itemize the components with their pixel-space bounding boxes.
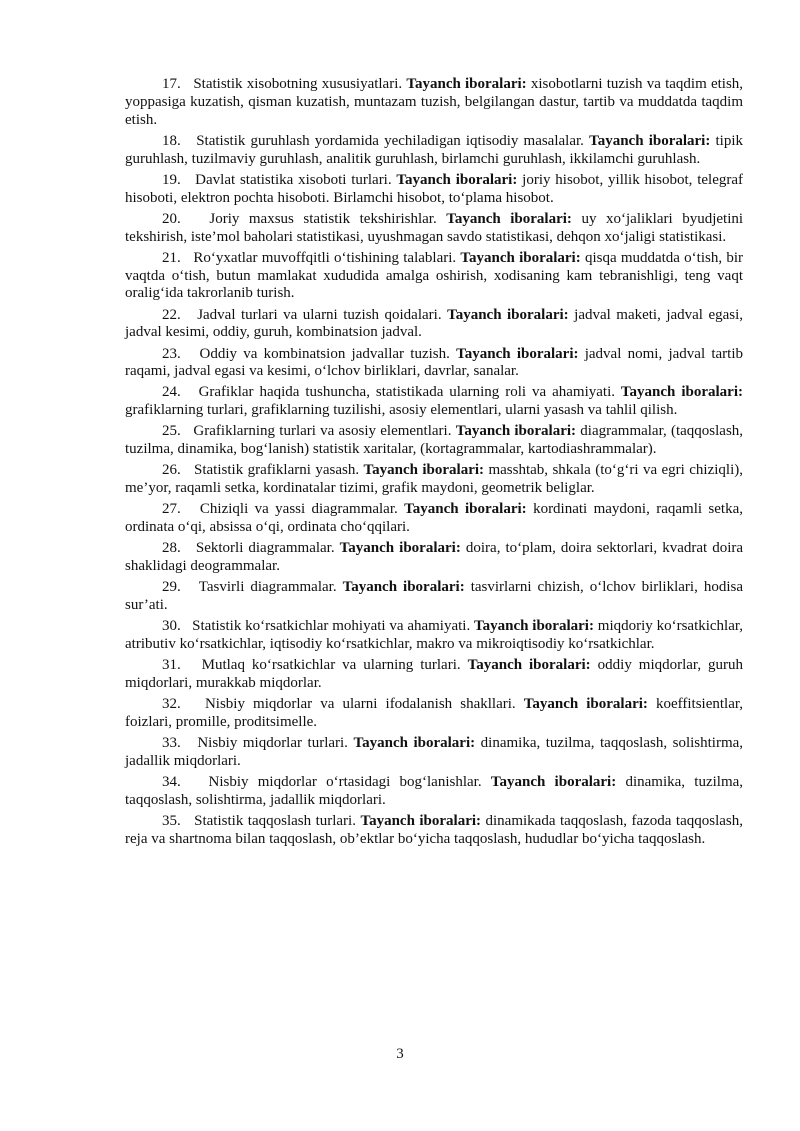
list-item xyxy=(125,813,743,849)
item-topic: Tasvirli diagrammalar. xyxy=(198,579,337,596)
list-item xyxy=(125,76,743,129)
item-topic: Nisbiy miqdorlar turlari. xyxy=(197,735,348,752)
item-keywords: dinamikada taqqoslash, fazoda taqqoslash, reja va shartnoma bilan taqqoslash, ob’ektlar bo‘yicha taqqoslash, hududlar bo‘yicha taqqoslash. xyxy=(125,813,743,848)
list-item xyxy=(125,579,743,615)
keyword-label: Tayanch iboralari: xyxy=(474,618,594,635)
list-item xyxy=(125,172,743,208)
keyword-label: Tayanch iboralari: xyxy=(339,540,461,557)
item-number: 30. xyxy=(162,618,181,635)
page-number: 3 xyxy=(396,1046,404,1062)
item-number: 20. xyxy=(162,210,181,227)
item-number: 25. xyxy=(162,423,181,440)
list-item xyxy=(125,657,743,693)
item-topic: Grafiklarning turlari va asosiy elementlari. xyxy=(193,423,452,440)
item-keywords: oddiy miqdorlar, guruh miqdorlari, murakkab miqdorlar. xyxy=(125,657,744,692)
item-topic: Statistik ko‘rsatkichlar mohiyati va ahamiyati. xyxy=(192,618,471,635)
item-number: 17. xyxy=(162,76,181,92)
item-topic: Nisbiy miqdorlar va ularni ifodalanish shakllari. xyxy=(204,696,516,713)
list-item xyxy=(125,618,743,654)
keyword-label: Tayanch iboralari: xyxy=(460,249,581,266)
item-topic: Mutlaq ko‘rsatkichlar va ularning turlari. xyxy=(201,657,461,674)
list-item xyxy=(125,774,743,810)
item-keywords: joriy hisobot, yillik hisobot, telegraf hisoboti, elektron pochta hisoboti. Birlamchi hisobot, to‘plama hisobot. xyxy=(125,171,744,206)
keyword-label: Tayanch iboralari: xyxy=(363,462,485,479)
keyword-label: Tayanch iboralari: xyxy=(456,345,579,362)
list-item xyxy=(125,501,743,537)
item-number: 28. xyxy=(162,540,181,557)
document-body xyxy=(125,76,743,852)
item-number: 33. xyxy=(162,735,181,752)
item-number: 32. xyxy=(162,696,181,713)
item-keywords: xisobotlarni tuzish va taqdim etish, yoppasiga kuzatish, qisman kuzatish, muntazam tuzish, belgilangan dastur, tartib va muddatda taqdim etish. xyxy=(125,76,744,128)
keyword-label: Tayanch iboralari: xyxy=(396,171,518,188)
keyword-label: Tayanch iboralari: xyxy=(589,132,711,149)
list-item xyxy=(125,133,743,169)
item-keywords: koeffitsientlar, foizlari, promille, proditsimelle. xyxy=(125,696,744,731)
item-keywords: miqdoriy ko‘rsatkichlar, atributiv ko‘rsatkichlar, iqtisodiy ko‘rsatkichlar, makro va mikroiqtisodiy ko‘rsatkichlar. xyxy=(125,618,744,653)
keyword-label: Tayanch iboralari: xyxy=(467,657,591,674)
item-keywords: kordinati maydoni, raqamli setka, ordinata o‘qi, absissa o‘qi, ordinata cho‘qqilari. xyxy=(125,501,743,536)
list-item xyxy=(125,346,743,382)
item-keywords: qisqa muddatda o‘tish, bir vaqtda o‘tish, butun mamlakat xududida amalga oshirish, xodisaning kam tebranishligi, teng vaqt oralig‘ida takrorlanib turish. xyxy=(125,249,743,302)
item-topic: Ro‘yxatlar muvoffqitli o‘tishining talablari. xyxy=(193,249,457,266)
list-item xyxy=(125,423,743,459)
item-keywords: masshtab, shkala (to‘g‘ri va egri chiziqli), me’yor, raqamli setka, kordinatalar tizimi, grafik maydoni, geometrik beliglar. xyxy=(125,462,743,497)
item-keywords: tipik guruhlash, tuzilmaviy guruhlash, analitik guruhlash, birlamchi guruhlash, ikkilamchi guruhlash. xyxy=(125,132,744,167)
keyword-label: Tayanch iboralari: xyxy=(446,210,572,227)
keyword-label: Tayanch iboralari: xyxy=(455,423,577,440)
item-number: 26. xyxy=(162,462,181,479)
list-item xyxy=(125,384,743,420)
item-topic: Chiziqli va yassi diagrammalar. xyxy=(199,501,398,518)
item-topic: Statistik taqqoslash turlari. xyxy=(194,813,356,830)
item-number: 29. xyxy=(162,579,181,596)
item-number: 23. xyxy=(162,345,181,362)
item-topic: Jadval turlari va ularni tuzish qoidalari. xyxy=(197,306,442,323)
item-topic: Oddiy va kombinatsion jadvallar tuzish. xyxy=(199,345,450,362)
keyword-label: Tayanch iboralari: xyxy=(404,501,527,518)
keyword-label: Tayanch iboralari: xyxy=(360,813,482,830)
list-item xyxy=(125,735,743,771)
item-keywords: diagrammalar, (taqqoslash, tuzilma, dinamika, bog‘lanish) statistik xaritalar, (kortagrammalar, kartodiashrammalar). xyxy=(125,423,744,458)
item-number: 34. xyxy=(162,774,181,791)
keyword-label: Tayanch iboralari: xyxy=(406,76,527,92)
item-keywords: jadval nomi, jadval tartib raqami, jadval egasi va kesimi, o‘lchov birliklari, davrlar, sanalar. xyxy=(125,345,744,380)
list-item xyxy=(125,462,743,498)
keyword-label: Tayanch iboralari: xyxy=(353,735,476,752)
keyword-label: Tayanch iboralari: xyxy=(342,579,465,596)
list-item xyxy=(125,307,743,343)
keyword-label: Tayanch iboralari: xyxy=(490,774,617,791)
item-number: 24. xyxy=(162,384,181,401)
list-item xyxy=(125,250,743,303)
item-keywords: dinamika, tuzilma, taqqoslash, solishtirma, jadallik miqdorlari. xyxy=(125,735,744,770)
item-keywords: tasvirlarni chizish, o‘lchov birliklari, hodisa sur’ati. xyxy=(125,579,743,614)
item-number: 21. xyxy=(162,249,181,266)
keyword-label: Tayanch iboralari: xyxy=(523,696,648,713)
item-number: 19. xyxy=(162,171,181,188)
item-number: 22. xyxy=(162,306,181,323)
item-keywords: dinamika, tuzilma, taqqoslash, solishtirma, jadallik miqdorlari. xyxy=(125,774,744,809)
item-topic: Statistik xisobotning xususiyatlari. xyxy=(193,76,403,92)
keyword-label: Tayanch iboralari: xyxy=(447,306,569,323)
item-keywords: jadval maketi, jadval egasi, jadval kesimi, oddiy, guruh, kombinatsion jadval. xyxy=(125,306,744,341)
list-item xyxy=(125,540,743,576)
item-number: 18. xyxy=(162,132,181,149)
item-topic: Nisbiy miqdorlar o‘rtasidagi bog‘lanishlar. xyxy=(208,774,482,791)
item-topic: Grafiklar haqida tushuncha, statistikada ularning roli va ahamiyati. xyxy=(198,384,615,401)
item-keywords: grafiklarning turlari, grafiklarning tuzilishi, asosiy elementlari, ularni yasash va tahlil qilish. xyxy=(125,402,678,419)
list-item xyxy=(125,696,743,732)
item-number: 27. xyxy=(162,501,181,518)
item-topic: Joriy maxsus statistik tekshirishlar. xyxy=(209,210,437,227)
item-number: 31. xyxy=(162,657,181,674)
item-number: 35. xyxy=(162,813,181,830)
item-topic: Statistik guruhlash yordamida yechiladigan iqtisodiy masalalar. xyxy=(196,132,584,149)
item-keywords: doira, to‘plam, doira sektorlari, kvadrat doira shaklidagi deogrammalar. xyxy=(125,540,744,575)
item-topic: Davlat statistika xisoboti turlari. xyxy=(195,171,392,188)
item-topic: Statistik grafiklarni yasash. xyxy=(194,462,360,479)
list-item xyxy=(125,211,743,247)
keyword-label: Tayanch iboralari: xyxy=(620,384,743,401)
item-keywords: uy xo‘jaliklari byudjetini tekshirish, iste’mol baholari statistikasi, uyushmagan savdo statistikasi, dehqon xo‘jaligi statistikasi. xyxy=(125,210,744,245)
item-topic: Sektorli diagrammalar. xyxy=(195,540,335,557)
